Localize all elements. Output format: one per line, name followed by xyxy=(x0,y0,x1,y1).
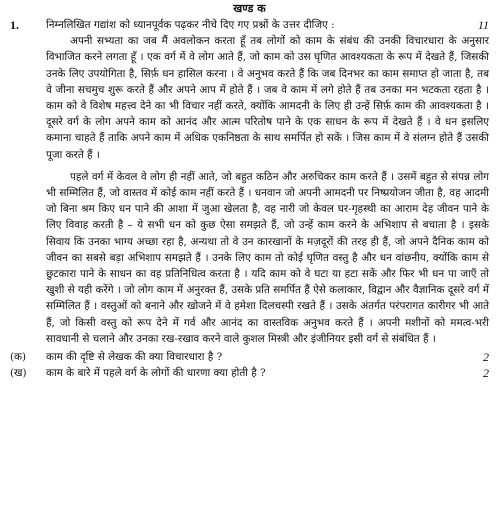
passage-paragraph-1: अपनी सभ्यता का जब मैं अवलोकन करता हूँ तब लोगों को काम के संबंध की उनकी विचारधारा के अनुसार विभाजित करने लगता हूँ । एक वर्ग में वे लोग आते हैं, जो काम को उस घृणित आवश्यकता के रूप में देखते हैं, जिसकी उनके लिए उपयोगिता है, सिर्फ़ धन हासिल करना । वे अनुभव करते हैं कि जब दिनभर का काम समाप्त हो जाता है, तब वे जीना सचमुच शुरू करते हैं और अपने आप में होते हैं । जब वे काम में लगे होते हैं तब उनका मन भटकता रहता है । काम को वे विशेष महत्त्व देने का भी विचार नहीं करते, क्योंकि आमदनी के लिए ही उन्हें सिर्फ़ काम की आवश्यकता है । दूसरे वर्ग के लोग अपने काम को आनंद और आत्म परितोष पाने के एक साधन के रूप में देखते हैं । वे धन इसलिए कमाना चाहते हैं ताकि अपने काम में अधिक एकनिष्ठता के साथ समर्पित हो सकें । जिस काम में वे संलग्न होते हैं उसकी पूजा करते हैं । xyxy=(46,35,489,161)
passage-paragraph-2: पहले वर्ग में केवल वे लोग ही नहीं आते, जो बहुत कठिन और अरुचिकर काम करते हैं । उसमें बहुत से संपन्न लोग भी सम्मिलित हैं, जो वास्तव में कोई काम नहीं करते हैं । धनवान जो अपनी आमदनी पर निष्प्रयोजन जीता है, वह आदमी जो बिना श्रम किए धन पाने की आशा में जुआ खेलता है, वह नारी जो केवल घर-गृहस्थी का आराम देह जीवन पाने के लिए विवाह करती है – ये सभी धन को कुछ ऐसा समझते हैं, जो उन्हें काम करने के अभिशाप से बचाता है । इसके सिवाय कि उनका भाग्य अच्छा रहा है, अन्यथा तो वे उन कारखानों के मज़दूरों की तरह ही हैं, जो अपने दैनिक काम को जीवन का सबसे बड़ा अभिशाप समझते हैं । उनके लिए काम तो कोई घृणित वस्तु है और धन वांछनीय, क्योंकि काम से छुटकारा पाने के साधन का वह प्रतिनिधित्व करता है । यदि काम को वे घटा या हटा सकें और फिर भी धन पा जाएँ तो खुशी से यही करेंगे । जो लोग काम में अनुरक्त हैं, उसके प्रति समर्पित हैं ऐसे कलाकार, विद्वान और वैज्ञानिक दूसरे वर्ग में सम्मिलित हैं । वस्तुओं को बनाने और खोजने में वे हमेशा दिलचस्पी रखते हैं । उसके अंतर्गत परंपरागत कारीगर भी आते हैं, जो किसी वस्तु को रूप देने में गर्व और आनंद का वास्तविक अनुभव करते हैं । अपनी मशीनों को ममत्व-भरी सावधानी से चलाने और उनका रख-रखाव करने वाले कुशल मिस्त्री और इंजीनियर इसी वर्ग से संबंधित हैं । xyxy=(46,170,489,345)
question-number: 1. xyxy=(10,18,19,32)
subquestion-ka xyxy=(10,349,489,365)
subquestion-label: (ख) xyxy=(10,367,27,380)
question-1 xyxy=(10,17,489,347)
instruction-line xyxy=(46,17,489,33)
subquestion-marks: 2 xyxy=(483,350,489,365)
subquestion-label: (क) xyxy=(10,351,27,364)
question-marks: 11 xyxy=(477,18,489,32)
subquestion-marks: 2 xyxy=(483,366,489,381)
instruction-text: निम्नलिखित गद्यांश को ध्यानपूर्वक पढ़कर नीचे दिए गए प्रश्नों के उत्तर दीजिए : xyxy=(46,19,335,31)
section-title: खण्ड क xyxy=(233,2,266,15)
subquestion-kha xyxy=(10,365,489,381)
question-body xyxy=(46,17,489,347)
subquestion-text: काम की दृष्टि से लेखक की क्या विचारधारा है ? xyxy=(46,351,223,364)
subquestion-list xyxy=(10,349,489,381)
subquestion-text: काम के बारे में पहले वर्ग के लोगों की धारणा क्या होती है ? xyxy=(46,367,266,380)
